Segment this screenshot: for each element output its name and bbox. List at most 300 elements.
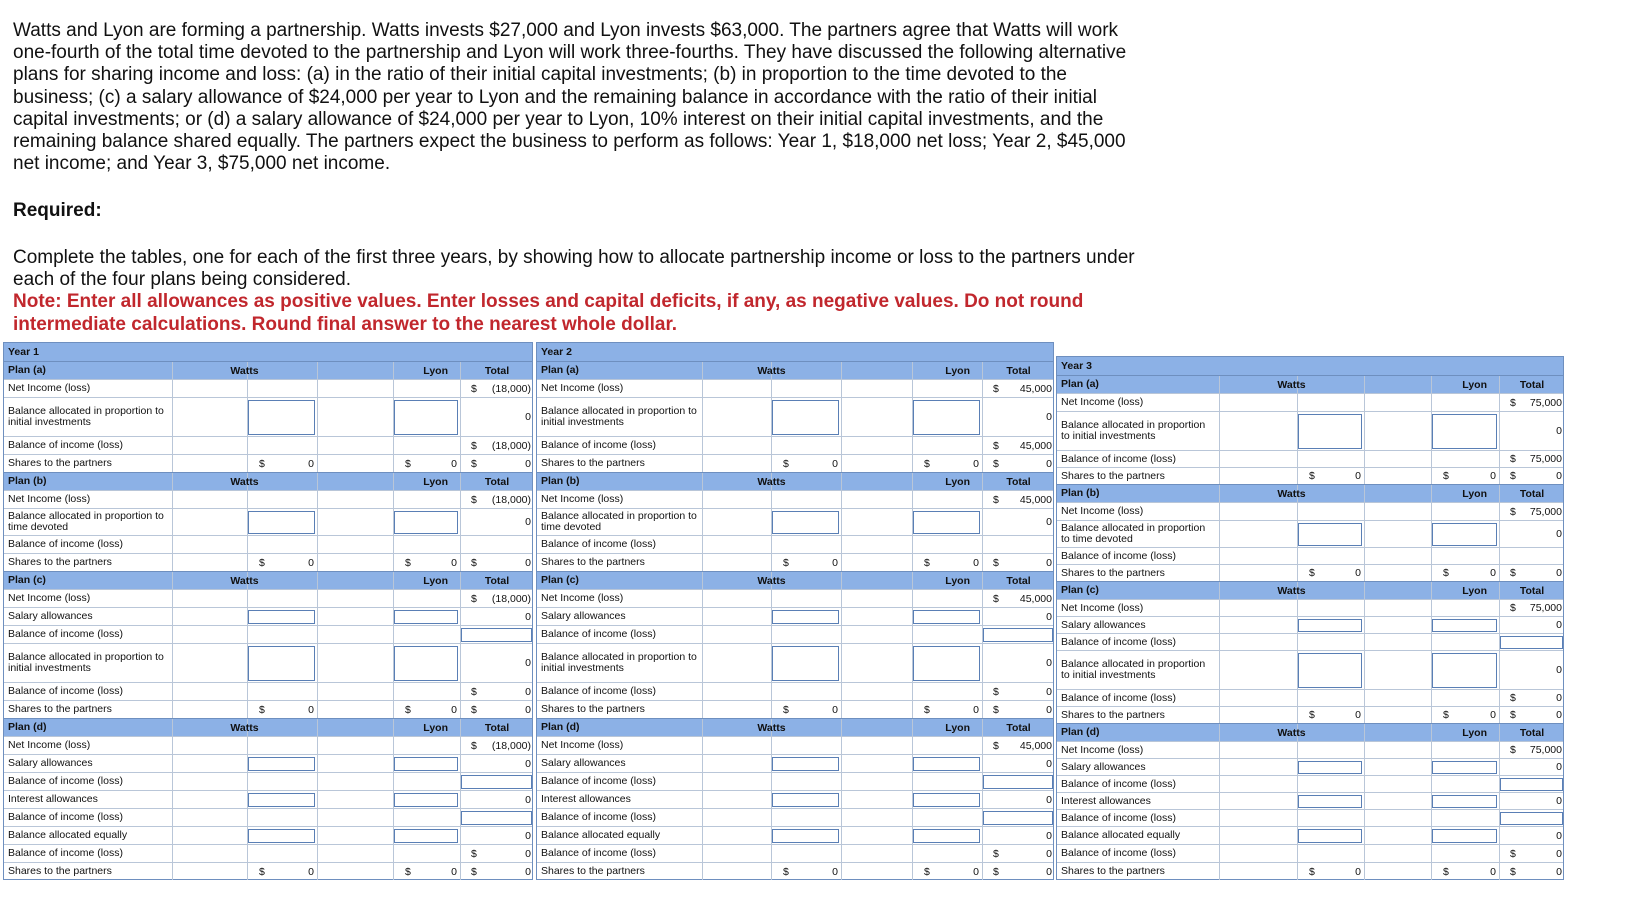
total-balance-input[interactable] xyxy=(1500,636,1563,649)
column-divider xyxy=(1364,759,1365,775)
total-share-dollar: $ xyxy=(1510,865,1516,878)
year-header xyxy=(537,343,1053,361)
note-line: intermediate calculations. Round final answer to the nearest whole dollar. xyxy=(13,313,678,335)
row-label: Net Income (loss) xyxy=(8,592,91,604)
watts-column-header: Watts xyxy=(757,364,786,377)
row-label: Balance of income (loss) xyxy=(8,811,123,823)
allocation-table-year-1 xyxy=(3,342,533,880)
total-column-header: Total xyxy=(484,475,510,488)
row-label: Shares to the partners xyxy=(1061,708,1165,721)
watts-share-dollar: $ xyxy=(259,865,265,878)
total-value: 0 xyxy=(525,685,531,698)
table-row xyxy=(1057,844,1563,862)
lyon-share-value: 0 xyxy=(973,865,979,878)
total-dollar-sign: $ xyxy=(993,847,999,860)
lyon-amount-input[interactable] xyxy=(1432,829,1497,843)
total-balance-input[interactable] xyxy=(461,775,532,789)
column-divider xyxy=(317,737,318,754)
column-divider xyxy=(1431,451,1432,467)
table-row xyxy=(1057,564,1563,581)
row-label: Balance of income (loss) xyxy=(1061,811,1176,824)
row-label: Balance allocated in proportion to initial investments xyxy=(541,651,697,674)
row-label: Balance of income (loss) xyxy=(541,775,656,787)
row-label: Salary allowances xyxy=(541,757,626,769)
column-divider xyxy=(1364,468,1365,484)
column-divider xyxy=(1219,412,1220,450)
column-divider xyxy=(841,536,842,553)
total-value: 0 xyxy=(1556,709,1562,721)
watts-amount-input[interactable] xyxy=(772,757,839,771)
column-divider xyxy=(247,809,248,826)
column-divider xyxy=(841,455,842,472)
column-divider xyxy=(841,398,842,436)
lyon-share-value: 0 xyxy=(1490,865,1496,878)
column-divider xyxy=(702,827,703,844)
column-divider xyxy=(317,455,318,472)
instructions xyxy=(13,247,1193,336)
table-row xyxy=(1057,792,1563,809)
column-divider xyxy=(1364,776,1365,792)
column-divider xyxy=(841,554,842,571)
lyon-share-dollar: $ xyxy=(405,457,411,470)
column-divider xyxy=(247,590,248,607)
watts-share-input[interactable] xyxy=(248,400,315,435)
table-row xyxy=(1057,599,1563,616)
column-divider xyxy=(912,491,913,508)
column-divider xyxy=(1297,634,1298,650)
total-value: 0 xyxy=(1556,761,1562,773)
total-value: 75,000 xyxy=(1529,505,1562,518)
table-row xyxy=(537,682,1053,700)
lyon-amount-input[interactable] xyxy=(394,829,458,843)
column-divider xyxy=(841,701,842,718)
column-divider xyxy=(247,437,248,454)
plan-header xyxy=(537,361,1053,379)
row-label: Balance of income (loss) xyxy=(8,775,123,787)
total-balance-input[interactable] xyxy=(983,775,1053,789)
total-dollar-sign: $ xyxy=(993,685,999,698)
lyon-share-input[interactable] xyxy=(1432,414,1497,449)
column-divider xyxy=(317,755,318,772)
watts-share-value: 0 xyxy=(832,556,838,569)
watts-amount-input[interactable] xyxy=(772,793,839,807)
table-row xyxy=(537,772,1053,790)
lyon-column-header: Lyon xyxy=(1462,584,1487,597)
column-divider xyxy=(841,809,842,826)
table-row xyxy=(4,436,532,454)
watts-share-value: 0 xyxy=(832,457,838,470)
lyon-share-input[interactable] xyxy=(913,646,980,681)
column-divider xyxy=(841,509,842,535)
watts-column-header: Watts xyxy=(230,364,259,377)
column-divider xyxy=(247,683,248,700)
table-row xyxy=(4,754,532,772)
total-dollar-sign: $ xyxy=(1510,396,1516,409)
column-divider xyxy=(1219,845,1220,862)
table-row xyxy=(1057,450,1563,467)
total-column-header: Total xyxy=(1006,721,1031,734)
column-divider xyxy=(247,845,248,862)
column-divider xyxy=(771,845,772,862)
lyon-share-value: 0 xyxy=(451,703,457,716)
allocation-table-year-2 xyxy=(536,342,1054,880)
row-label: Interest allowances xyxy=(541,793,631,805)
total-value: 45,000 xyxy=(1019,439,1052,452)
problem-text xyxy=(13,20,1193,175)
watts-amount-input[interactable] xyxy=(1298,761,1362,774)
column-divider xyxy=(702,380,703,397)
column-divider xyxy=(841,755,842,772)
watts-amount-input[interactable] xyxy=(772,610,839,624)
table-row xyxy=(537,589,1053,607)
watts-share-dollar: $ xyxy=(259,703,265,716)
column-divider xyxy=(771,626,772,643)
column-divider xyxy=(771,536,772,553)
total-value: 0 xyxy=(1046,829,1052,842)
column-divider xyxy=(317,791,318,808)
row-label: Plan (b) xyxy=(1061,487,1100,499)
total-column-header: Total xyxy=(1006,475,1031,488)
watts-share-dollar: $ xyxy=(783,865,789,878)
lyon-amount-input[interactable] xyxy=(913,793,980,807)
note-line: Note: Enter all allowances as positive values. Enter losses and capital deficits, if any, as negative values. Do not round xyxy=(13,291,1084,313)
watts-share-input[interactable] xyxy=(1298,523,1362,546)
column-divider xyxy=(172,683,173,700)
row-label: Balance allocated in proportion to time devoted xyxy=(541,510,697,533)
row-label: Plan (c) xyxy=(541,574,579,586)
column-divider xyxy=(1219,651,1220,689)
total-value: 0 xyxy=(1556,692,1562,704)
column-divider xyxy=(702,737,703,754)
plan-header xyxy=(1057,375,1563,393)
row-label: Year 1 xyxy=(8,345,39,358)
row-label: Balance of income (loss) xyxy=(8,439,123,451)
column-divider xyxy=(1297,394,1298,411)
watts-amount-input[interactable] xyxy=(248,610,315,624)
lyon-column-header: Lyon xyxy=(423,364,448,377)
column-divider xyxy=(460,536,461,553)
row-label: Plan (d) xyxy=(1061,726,1100,738)
total-value: 0 xyxy=(1046,757,1052,770)
watts-amount-input[interactable] xyxy=(772,829,839,843)
total-dollar-sign: $ xyxy=(1510,692,1516,704)
watts-share-input[interactable] xyxy=(772,511,839,534)
watts-share-dollar: $ xyxy=(259,556,265,569)
lyon-amount-input[interactable] xyxy=(913,829,980,843)
table-row xyxy=(1057,616,1563,633)
column-divider xyxy=(1364,617,1365,633)
row-label: Net Income (loss) xyxy=(1061,743,1144,756)
column-divider xyxy=(702,773,703,790)
row-label: Balance of income (loss) xyxy=(1061,635,1176,648)
total-balance-input[interactable] xyxy=(461,628,532,642)
table-row xyxy=(1057,633,1563,650)
lyon-amount-input[interactable] xyxy=(394,610,458,624)
total-column-header: Total xyxy=(1519,487,1545,500)
row-label: Balance of income (loss) xyxy=(1061,777,1176,790)
total-balance-input[interactable] xyxy=(983,628,1053,642)
table-row xyxy=(4,826,532,844)
column-divider xyxy=(317,398,318,436)
total-dollar-sign: $ xyxy=(471,739,477,752)
lyon-share-input[interactable] xyxy=(394,511,458,534)
row-label: Net Income (loss) xyxy=(541,382,624,394)
total-value: 0 xyxy=(525,829,531,842)
table-row xyxy=(4,643,532,682)
table-row xyxy=(1057,502,1563,520)
total-value: 75,000 xyxy=(1529,602,1562,614)
total-dollar-sign: $ xyxy=(471,493,477,506)
watts-column-header: Watts xyxy=(1277,726,1306,739)
watts-share-input[interactable] xyxy=(1298,414,1362,449)
column-divider xyxy=(1364,827,1365,844)
lyon-amount-input[interactable] xyxy=(1432,761,1497,774)
row-label: Net Income (loss) xyxy=(1061,396,1144,408)
column-divider xyxy=(771,737,772,754)
row-label: Plan (b) xyxy=(541,475,580,487)
intro-line: plans for sharing income and loss: (a) in the ratio of their initial capital investments; (b) in proportion to the time devoted to the xyxy=(13,64,1067,86)
column-divider xyxy=(172,536,173,553)
row-label: Balance of income (loss) xyxy=(1061,691,1176,704)
row-label: Shares to the partners xyxy=(1061,566,1165,579)
watts-share-dollar: $ xyxy=(1309,865,1315,878)
watts-share-dollar: $ xyxy=(1309,567,1315,579)
row-label: Shares to the partners xyxy=(8,457,112,469)
column-divider xyxy=(317,554,318,571)
total-column-header: Total xyxy=(1006,574,1031,587)
lyon-share-value: 0 xyxy=(1490,567,1496,579)
table-row xyxy=(1057,758,1563,775)
column-divider xyxy=(393,773,394,790)
lyon-share-dollar: $ xyxy=(924,556,930,569)
column-divider xyxy=(702,608,703,625)
row-label: Shares to the partners xyxy=(541,457,645,469)
column-divider xyxy=(317,437,318,454)
column-divider xyxy=(702,809,703,826)
row-label: Balance of income (loss) xyxy=(8,847,123,859)
lyon-amount-input[interactable] xyxy=(394,757,458,771)
column-divider xyxy=(1364,690,1365,706)
row-label: Salary allowances xyxy=(1061,618,1146,631)
column-divider xyxy=(393,380,394,397)
column-divider xyxy=(1364,651,1365,689)
total-dollar-sign: $ xyxy=(1510,505,1516,518)
row-label: Plan (a) xyxy=(1061,378,1099,390)
total-share-dollar: $ xyxy=(471,457,477,470)
row-label: Balance of income (loss) xyxy=(541,439,656,451)
watts-share-input[interactable] xyxy=(772,646,839,681)
table-row xyxy=(4,379,532,397)
column-divider xyxy=(1219,707,1220,723)
total-value: 75,000 xyxy=(1529,453,1562,465)
column-divider xyxy=(1364,451,1365,467)
total-value: 0 xyxy=(1046,865,1052,878)
column-divider xyxy=(1297,776,1298,792)
column-divider xyxy=(702,626,703,643)
column-divider xyxy=(771,491,772,508)
row-label: Shares to the partners xyxy=(1061,865,1165,877)
lyon-column-header: Lyon xyxy=(1462,726,1487,739)
table-row xyxy=(1057,862,1563,880)
total-value: 0 xyxy=(525,610,531,623)
lyon-column-header: Lyon xyxy=(945,475,970,488)
column-divider xyxy=(1431,690,1432,706)
total-value: (18,000) xyxy=(491,739,531,752)
lyon-share-input[interactable] xyxy=(1432,653,1497,688)
total-value: 45,000 xyxy=(1019,493,1052,506)
table-row xyxy=(537,535,1053,553)
table-row xyxy=(537,736,1053,754)
column-divider xyxy=(393,809,394,826)
table-row xyxy=(1057,393,1563,411)
plan-header xyxy=(4,571,532,589)
watts-amount-input[interactable] xyxy=(248,829,315,843)
watts-amount-input[interactable] xyxy=(1298,829,1362,843)
column-divider xyxy=(1297,548,1298,564)
lyon-amount-input[interactable] xyxy=(1432,795,1497,808)
column-divider xyxy=(172,737,173,754)
column-divider xyxy=(172,398,173,436)
total-value: 75,000 xyxy=(1529,396,1562,409)
column-divider xyxy=(702,845,703,862)
total-column-header: Total xyxy=(1519,584,1545,597)
table-row xyxy=(4,454,532,472)
column-divider xyxy=(912,683,913,700)
lyon-column-header: Lyon xyxy=(945,574,970,587)
row-label: Net Income (loss) xyxy=(1061,601,1144,614)
column-divider xyxy=(317,863,318,880)
table-row xyxy=(4,589,532,607)
column-divider xyxy=(1431,634,1432,650)
column-divider xyxy=(393,845,394,862)
lyon-column-header: Lyon xyxy=(945,364,970,377)
column-divider xyxy=(841,683,842,700)
lyon-amount-input[interactable] xyxy=(913,610,980,624)
watts-amount-input[interactable] xyxy=(248,757,315,771)
column-divider xyxy=(841,380,842,397)
column-divider xyxy=(771,437,772,454)
watts-share-input[interactable] xyxy=(1298,653,1362,688)
row-label: Shares to the partners xyxy=(1061,469,1165,482)
column-divider xyxy=(1219,565,1220,581)
column-divider xyxy=(1364,521,1365,547)
total-column-header: Total xyxy=(1519,378,1545,391)
column-divider xyxy=(1431,394,1432,411)
table-row xyxy=(4,508,532,535)
total-balance-input[interactable] xyxy=(1500,778,1563,791)
column-divider xyxy=(1364,742,1365,758)
column-divider xyxy=(172,755,173,772)
row-label: Balance of income (loss) xyxy=(8,628,123,640)
total-value: 0 xyxy=(1046,516,1052,528)
total-value: 0 xyxy=(1556,470,1562,482)
lyon-amount-input[interactable] xyxy=(394,793,458,807)
watts-share-input[interactable] xyxy=(772,400,839,435)
lyon-share-input[interactable] xyxy=(1432,523,1497,546)
row-label: Net Income (loss) xyxy=(541,493,624,505)
watts-column-header: Watts xyxy=(1277,584,1306,597)
lyon-share-input[interactable] xyxy=(913,511,980,534)
total-dollar-sign: $ xyxy=(993,439,999,452)
row-label: Salary allowances xyxy=(8,610,93,622)
table-row xyxy=(1057,520,1563,547)
row-label: Plan (a) xyxy=(541,364,579,376)
column-divider xyxy=(1219,617,1220,633)
lyon-share-value: 0 xyxy=(973,703,979,716)
watts-share-value: 0 xyxy=(1355,865,1361,878)
total-dollar-sign: $ xyxy=(1510,847,1516,860)
column-divider xyxy=(912,437,913,454)
total-balance-input[interactable] xyxy=(1500,812,1563,825)
total-value: 0 xyxy=(525,457,531,470)
lyon-share-input[interactable] xyxy=(394,646,458,681)
watts-share-value: 0 xyxy=(1355,709,1361,721)
column-divider xyxy=(1431,742,1432,758)
lyon-amount-input[interactable] xyxy=(913,757,980,771)
column-divider xyxy=(1364,845,1365,862)
column-divider xyxy=(702,590,703,607)
lyon-share-input[interactable] xyxy=(394,400,458,435)
column-divider xyxy=(172,827,173,844)
column-divider xyxy=(771,683,772,700)
row-label: Shares to the partners xyxy=(541,556,645,568)
watts-amount-input[interactable] xyxy=(1298,795,1362,808)
table-row xyxy=(4,808,532,826)
plan-header xyxy=(1057,723,1563,741)
table-row xyxy=(537,436,1053,454)
watts-share-input[interactable] xyxy=(248,511,315,534)
total-value: (18,000) xyxy=(491,382,531,395)
row-label: Balance allocated equally xyxy=(1061,829,1181,841)
column-divider xyxy=(172,773,173,790)
lyon-share-dollar: $ xyxy=(924,457,930,470)
lyon-amount-input[interactable] xyxy=(1432,619,1497,632)
allocation-table-year-3 xyxy=(1056,356,1564,880)
column-divider xyxy=(172,554,173,571)
column-divider xyxy=(771,590,772,607)
column-divider xyxy=(702,644,703,682)
row-label: Balance allocated in proportion to time devoted xyxy=(1061,522,1206,545)
total-dollar-sign: $ xyxy=(993,592,999,605)
total-share-dollar: $ xyxy=(993,865,999,878)
total-dollar-sign: $ xyxy=(471,685,477,698)
watts-share-input[interactable] xyxy=(248,646,315,681)
table-row xyxy=(1057,775,1563,792)
total-dollar-sign: $ xyxy=(1510,744,1516,756)
row-label: Plan (b) xyxy=(8,475,47,487)
row-label: Plan (d) xyxy=(8,721,47,733)
row-label: Salary allowances xyxy=(8,757,93,769)
row-label: Shares to the partners xyxy=(541,865,645,877)
column-divider xyxy=(247,491,248,508)
column-divider xyxy=(1364,565,1365,581)
column-divider xyxy=(172,437,173,454)
watts-amount-input[interactable] xyxy=(1298,619,1362,632)
column-divider xyxy=(1499,548,1500,564)
column-divider xyxy=(1219,776,1220,792)
total-share-dollar: $ xyxy=(993,703,999,716)
row-label: Net Income (loss) xyxy=(541,592,624,604)
year-header xyxy=(1057,357,1563,375)
total-balance-input[interactable] xyxy=(983,811,1053,825)
column-divider xyxy=(172,509,173,535)
lyon-share-value: 0 xyxy=(451,457,457,470)
total-balance-input[interactable] xyxy=(461,811,532,825)
row-label: Net Income (loss) xyxy=(8,382,91,394)
lyon-share-input[interactable] xyxy=(913,400,980,435)
watts-amount-input[interactable] xyxy=(248,793,315,807)
table-row xyxy=(4,862,532,880)
